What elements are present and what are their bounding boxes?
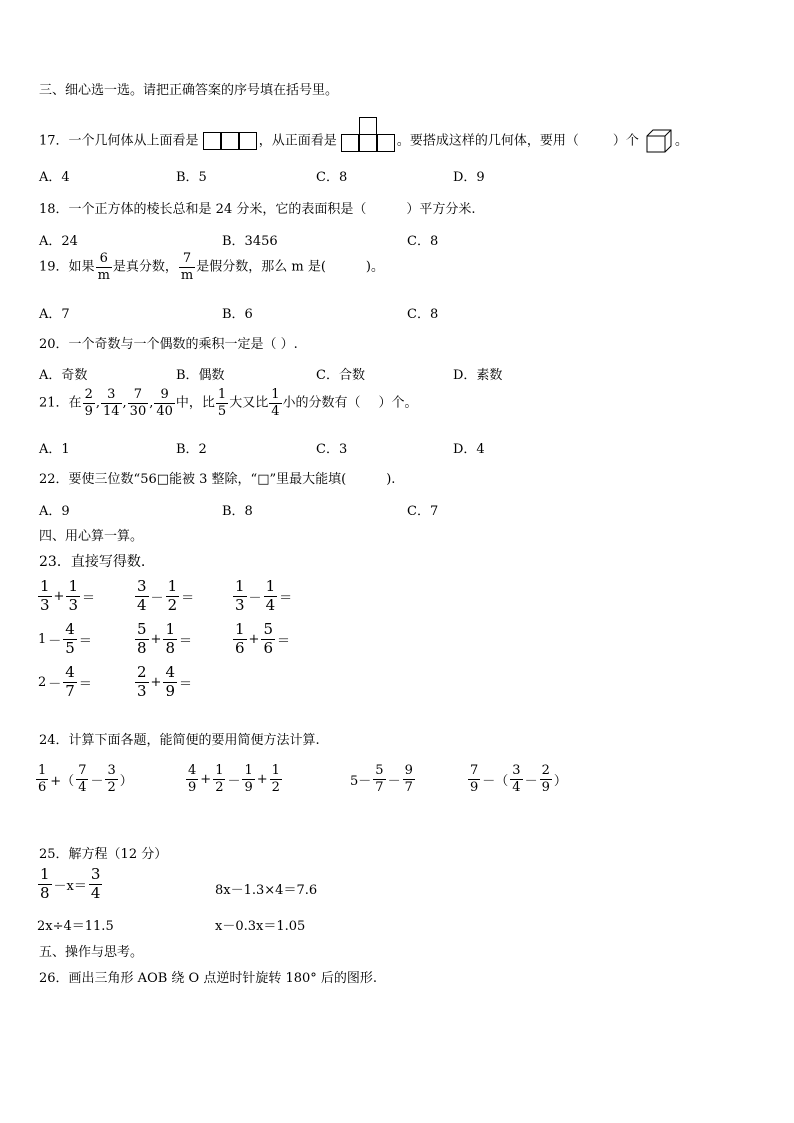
fraction: $\frac{9}{40}$ [156,387,173,419]
question-22 [39,468,395,487]
equation: 2x÷4＝11.5 [37,919,114,934]
question-number: 20． [39,337,69,352]
expression: $\frac{1}{3}$ － $\frac{1}{4}$ ＝ [235,577,293,614]
option-c: C．3 [316,442,348,457]
q18-text-2: ）平方分米. [406,202,476,217]
expression: $\frac{1}{3}$ + $\frac{1}{3}$ ＝ [40,577,96,614]
question-20 [39,333,298,352]
option-a: A．9 [39,504,70,519]
option-b: B．6 [222,307,253,322]
q17-text-3: 。要搭成这样的几何体，要用（ [396,133,579,149]
q21-text-5: ）个。 [378,395,418,411]
q19-text-2: 是真分数， [112,259,178,275]
q21-text-3: 大又比 [229,395,269,411]
fraction: $\frac{6}{m}$ [97,251,110,283]
q22-text-2: ). [386,472,396,487]
question-23-title: 23．直接写得数. [39,554,146,570]
expression: $\frac{2}{3}$ + $\frac{4}{9}$ ＝ [137,663,193,700]
question-number: 17． [39,133,69,149]
top-view-figure [203,132,259,150]
fraction: $\frac{2}{9}$ [84,387,93,419]
expression: 1 － $\frac{4}{5}$ ＝ [38,620,92,657]
option-c: C．8 [316,170,348,185]
section-5-title: 五、操作与思考。 [39,945,144,960]
q22-text-1: 要使三位数“56□能被 3 整除，“□”里最大能填( [68,472,347,487]
question-17 [39,117,688,153]
q21-text-2: 中，比 [175,395,215,411]
expression: $\frac{4}{9}$ + $\frac{1}{2}$ － $\frac{1}{9}$ + $\frac{1}{2}$ [188,763,280,795]
question-24-title: 24．计算下面各题，能简便的要用简便方法计算. [39,733,320,748]
expression: $\frac{1}{6}$ +（ $\frac{7}{4}$ － $\frac{3}{2}$ ） [38,763,133,795]
option-c: C．7 [407,504,439,519]
expression: $\frac{7}{9}$ －（ $\frac{3}{4}$ － $\frac{2}{9}$ ） [470,763,567,795]
fraction: $\frac{7}{30}$ [129,387,147,419]
expression: $\frac{1}{6}$ + $\frac{5}{6}$ ＝ [235,620,291,657]
section-4-title: 四、用心算一算。 [39,529,144,544]
q19-text-1: 如果 [68,259,95,275]
q21-text-4: 小的分数有（ [282,395,361,411]
option-d: D．4 [453,442,485,457]
option-d: D．9 [453,170,485,185]
q19-text-4: )。 [365,259,384,275]
fraction: $\frac{7}{m}$ [180,251,194,283]
equation: 8x－1.3×4＝7.6 [215,883,318,898]
expression: $\frac{3}{4}$ － $\frac{1}{2}$ ＝ [137,577,195,614]
equation: x－0.3x＝1.05 [215,919,306,934]
option-a: A．7 [39,307,70,322]
q17-text-2: ，从正面看是 [258,133,337,149]
question-25-title: 25．解方程（12 分） [39,847,168,862]
expression: 5－ $\frac{5}{7}$ － $\frac{9}{7}$ [350,763,413,795]
fraction: $\frac{3}{14}$ [102,387,120,419]
option-d: D．素数 [453,368,503,383]
question-18 [39,198,476,217]
q18-text-1: 一个正方体的棱长总和是 24 分米，它的表面积是（ [68,202,367,217]
question-19 [39,252,384,282]
option-b: B．5 [176,170,207,185]
question-number: 21． [39,395,69,411]
option-c: C．8 [407,307,439,322]
section-3-title: 三、细心选一选。请把正确答案的序号填在括号里。 [39,83,339,98]
question-21: 21．在 $\frac{2}{9}$ , $\frac{3}{14}$ , $\frac{7}{30}$ , $\frac{9}{40}$ 中，比 $\frac{1}{5}$ 大又比 $\frac{1}{4}$ 小的分数有（ ）个。 [39,387,418,419]
q17-text-5: 。 [675,133,689,149]
front-view-figure [341,117,397,153]
q20-text-1: 一个奇数与一个偶数的乘积一定是（ ）. [68,337,298,352]
option-c: C．合数 [316,368,365,383]
option-a: A．24 [39,234,78,249]
question-number: 22． [39,472,69,487]
q19-text-3: 是假分数，那么 m 是( [196,259,326,275]
option-b: B．偶数 [176,368,225,383]
option-a: A．1 [39,442,70,457]
q17-text-4: ）个 [612,133,639,149]
option-b: B．2 [176,442,207,457]
option-c: C．8 [407,234,439,249]
equation: $\frac{1}{8}$ －x＝ $\frac{3}{4}$ [40,865,101,902]
question-number: 18． [39,202,69,217]
fraction: $\frac{1}{4}$ [271,387,280,419]
cube-icon [646,129,672,153]
q21-text-1: 在 [68,395,82,411]
option-b: B．8 [222,504,253,519]
q17-text-1: 一个几何体从上面看是 [68,133,199,149]
expression: 2 － $\frac{4}{7}$ ＝ [38,663,92,700]
option-a: A．奇数 [39,368,88,383]
expression: $\frac{5}{8}$ + $\frac{1}{8}$ ＝ [137,620,193,657]
fraction: $\frac{1}{5}$ [217,387,227,419]
option-a: A．4 [39,170,70,185]
option-b: B．3456 [222,234,278,249]
question-number: 19． [39,259,69,275]
question-26: 26．画出三角形 AOB 绕 O 点逆时针旋转 180° 后的图形. [39,971,378,986]
